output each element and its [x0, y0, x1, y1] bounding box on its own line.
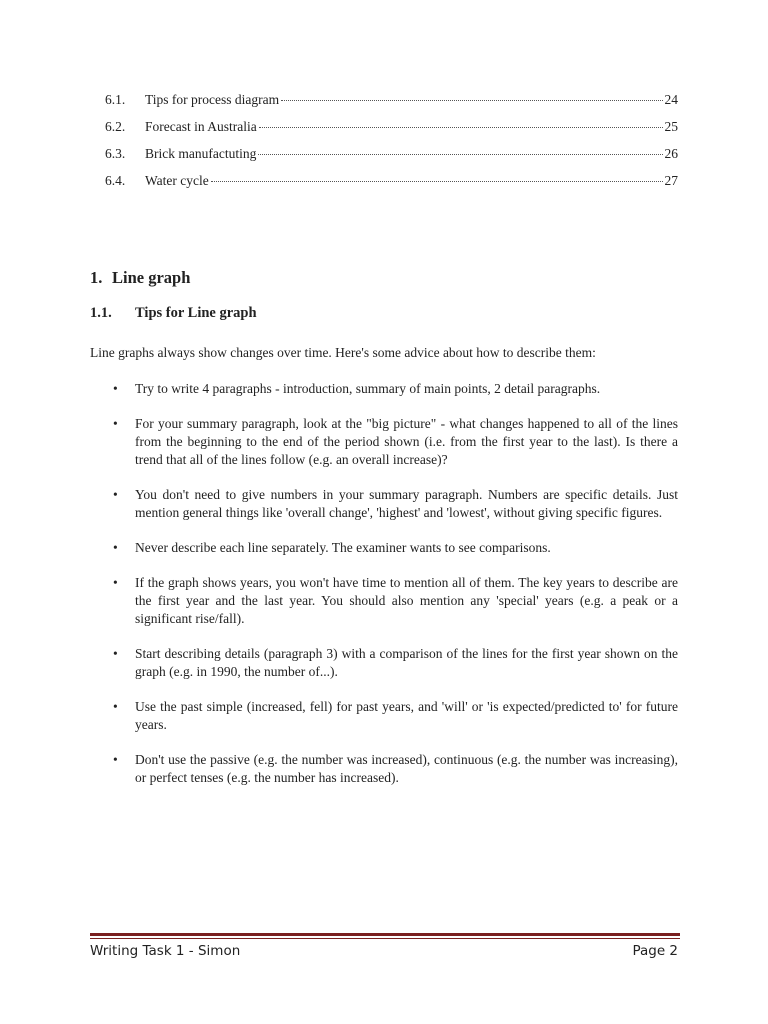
- section-heading: [90, 268, 190, 288]
- footer-document-title: Writing Task 1 - Simon: [90, 943, 241, 959]
- list-item-text: You don't need to give numbers in your summary paragraph. Numbers are specific details. Just mention general things like 'overall change', 'highest' and 'lowest', without giving specific figures.: [135, 487, 678, 520]
- subsection-heading: [90, 305, 257, 322]
- toc-entry-number: 6.1.: [105, 92, 126, 107]
- toc-leader-dots: [259, 127, 663, 128]
- list-item: [90, 751, 678, 787]
- toc-entry-page: 24: [664, 92, 678, 107]
- list-item: [90, 380, 678, 398]
- footer-divider-thin: [90, 938, 680, 939]
- toc-entry[interactable]: [105, 146, 678, 173]
- toc-entry-number: 6.4.: [105, 173, 126, 188]
- list-item-text: Use the past simple (increased, fell) for past years, and 'will' or 'is expected/predicted to' for future years.: [135, 699, 678, 732]
- toc-entry-page: 26: [664, 146, 678, 161]
- toc-entry[interactable]: [105, 92, 678, 119]
- bullet-icon: •: [113, 381, 118, 396]
- toc-leader-dots: [281, 100, 662, 101]
- bullet-icon: •: [113, 575, 118, 590]
- toc-leader-dots: [258, 154, 662, 155]
- section-title: Line graph: [112, 268, 191, 287]
- section-number: 1.: [90, 268, 103, 287]
- toc-leader-dots: [211, 181, 663, 182]
- list-item-text: Start describing details (paragraph 3) with a comparison of the lines for the first year shown on the graph (e.g. in 1990, the number of...).: [135, 646, 678, 679]
- bullet-icon: •: [113, 752, 118, 767]
- toc-entry-page: 27: [664, 173, 678, 188]
- list-item: [90, 574, 678, 628]
- bullet-icon: •: [113, 540, 118, 555]
- subsection-number: 1.1.: [90, 305, 112, 321]
- list-item: [90, 415, 678, 469]
- table-of-contents: [105, 92, 678, 200]
- intro-paragraph: Line graphs always show changes over time. Here's some advice about how to describe them:: [90, 345, 596, 360]
- toc-entry-number: 6.3.: [105, 146, 126, 161]
- subsection-title: Tips for Line graph: [135, 305, 257, 321]
- list-item-text: For your summary paragraph, look at the "big picture" - what changes happened to all of the lines from the beginning to the end of the period shown (i.e. from the first year to the last). Is there a trend that all of the lines follow (e.g. an overall increase)?: [135, 416, 678, 467]
- list-item-text: Don't use the passive (e.g. the number was increased), continuous (e.g. the number was increasing), or perfect tenses (e.g. the number has increased).: [135, 752, 678, 785]
- toc-entry-page: 25: [664, 119, 678, 134]
- toc-entry-title: Forecast in Australia: [145, 119, 257, 134]
- toc-entry[interactable]: [105, 173, 678, 200]
- bullet-icon: •: [113, 646, 118, 661]
- footer-divider: [90, 933, 680, 936]
- bullet-icon: •: [113, 699, 118, 714]
- bullet-icon: •: [113, 416, 118, 431]
- toc-entry-title: Water cycle: [145, 173, 209, 188]
- list-item: [90, 645, 678, 681]
- list-item-text: Never describe each line separately. The examiner wants to see comparisons.: [135, 540, 551, 555]
- toc-entry-title: Brick manufactuting: [145, 146, 257, 161]
- list-item: [90, 539, 678, 557]
- toc-entry[interactable]: [105, 119, 678, 146]
- toc-entry-number: 6.2.: [105, 119, 126, 134]
- list-item-text: Try to write 4 paragraphs - introduction, summary of main points, 2 detail paragraphs.: [135, 381, 601, 396]
- bullet-icon: •: [113, 487, 118, 502]
- list-item: [90, 486, 678, 522]
- list-item-text: If the graph shows years, you won't have time to mention all of them. The key years to describe are the first year and the last year. You should also mention any 'special' years (e.g. a peak or a significant rise/fall).: [135, 575, 678, 626]
- toc-entry-title: Tips for process diagram: [145, 92, 280, 107]
- tips-list: [90, 380, 678, 804]
- footer-page-number: Page 2: [632, 943, 678, 959]
- list-item: [90, 698, 678, 734]
